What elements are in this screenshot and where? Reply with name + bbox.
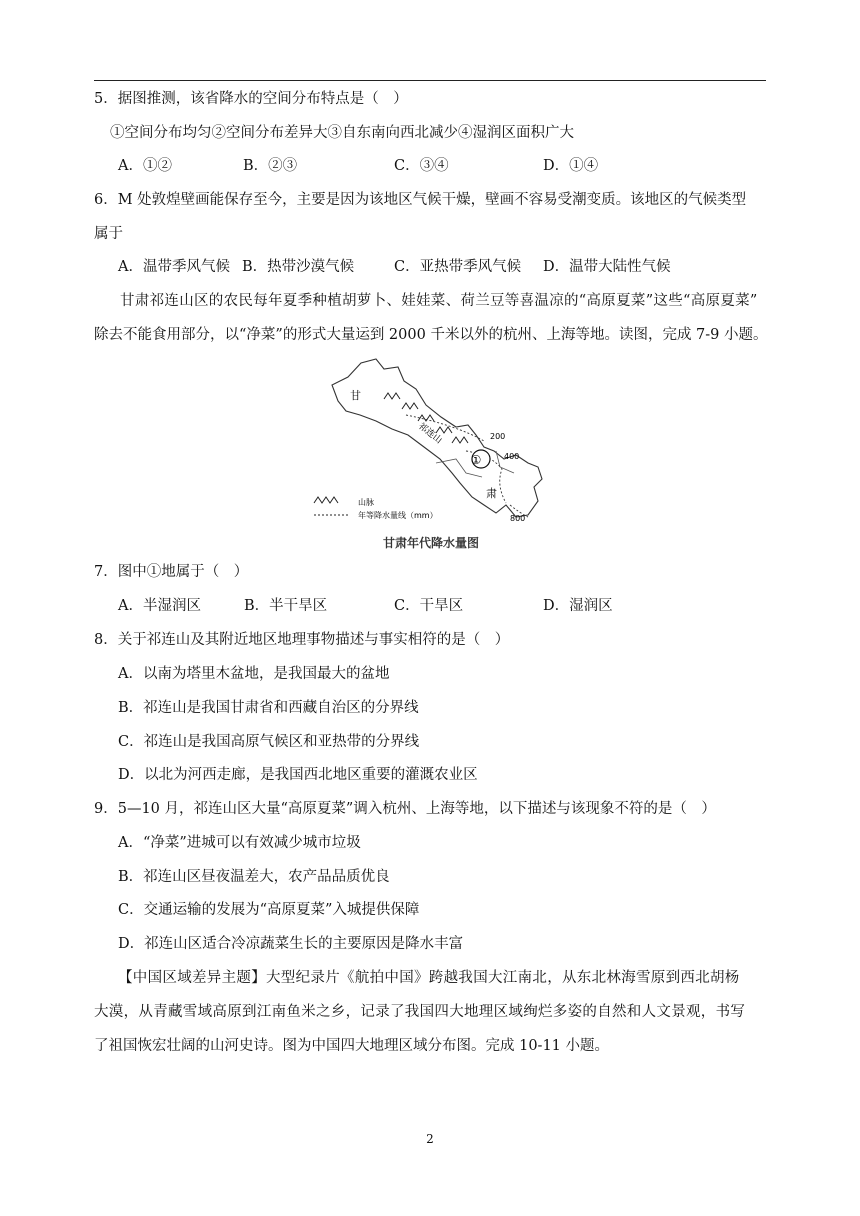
passage2-line1: 【中国区域差异主题】大型纪录片《航拍中国》跨越我国大江南北，从东北林海雪原到西北胡杨 [118, 970, 740, 986]
legend-mountain-label: 山脉 [358, 498, 374, 507]
q5-option-c: C．③④ [394, 158, 449, 174]
q7-stem: 7．图中①地属于（ ） [94, 564, 249, 580]
q7-option-a: A．半湿润区 [118, 598, 201, 614]
isoline-label-800: 800 [510, 514, 526, 523]
passage2-line2: 大漠，从青藏雪域高原到江南鱼米之乡，记录了我国四大地理区域绚烂多姿的自然和人文景观，书写 [94, 1004, 746, 1020]
gansu-precipitation-map [306, 355, 556, 555]
legend-isoline-label: 年等降水量线（mm） [358, 511, 438, 520]
passage1-line2: 除去不能食用部分，以“净菜”的形式大量运到 2000 千米以外的杭州、上海等地。读图，完成 7-9 小题。 [94, 327, 768, 343]
q7-option-c: C．干旱区 [394, 598, 464, 614]
q5-option-b: B．②③ [243, 158, 298, 174]
q5-option-d: D．①④ [543, 158, 599, 174]
q5-stem: 5．据图推测，该省降水的空间分布特点是（ ） [94, 91, 408, 107]
q9-option-d: D．祁连山区适合冷凉蔬菜生长的主要原因是降水丰富 [118, 936, 464, 952]
q8-stem: 8．关于祁连山及其附近地区地理事物描述与事实相符的是（ ） [94, 632, 510, 648]
q5-option-a: A．①② [118, 158, 172, 174]
q6-option-b: B．热带沙漠气候 [242, 259, 355, 275]
q6-options [118, 257, 768, 277]
q9-stem: 9．5—10 月，祁连山区大量“高原夏菜”调入杭州、上海等地，以下描述与该现象不符的是（ ） [94, 801, 716, 817]
q9-option-b: B．祁连山区昼夜温差大，农产品品质优良 [118, 869, 390, 885]
map-caption: 甘肃年代降水量图 [382, 536, 480, 550]
q8-option-d: D．以北为河西走廊，是我国西北地区重要的灌溉农业区 [118, 767, 478, 783]
q7-option-b: B．半干旱区 [244, 598, 328, 614]
q6-option-a: A．温带季风气候 [118, 259, 230, 275]
q6-option-c: C．亚热带季风气候 [394, 259, 522, 275]
q8-option-b: B．祁连山是我国甘肃省和西藏自治区的分界线 [118, 700, 419, 716]
legend [314, 497, 350, 515]
q6-option-d: D．温带大陆性气候 [543, 259, 671, 275]
passage2-line3: 了祖国恢宏壮阔的山河史诗。图为中国四大地理区域分布图。完成 10-11 小题。 [94, 1038, 610, 1054]
q8-option-c: C．祁连山是我国高原气候区和亚热带的分界线 [118, 734, 420, 750]
q9-option-c: C．交通运输的发展为“高原夏菜”入城提供保障 [118, 902, 420, 918]
q7-option-d: D．湿润区 [543, 598, 613, 614]
label-gan: 甘 [350, 389, 361, 402]
header-rule [94, 80, 766, 81]
isoline-label-400: 400 [504, 452, 520, 461]
label-su: 肃 [486, 487, 497, 500]
q7-options [118, 596, 768, 616]
q5-statements: ①空间分布均匀②空间分布差异大③自东南向西北减少④湿润区面积广大 [110, 125, 574, 141]
passage1-line1: 甘肃祁连山区的农民每年夏季种植胡萝卜、娃娃菜、荷兰豆等喜温凉的“高原夏菜”这些“高原夏菜” [120, 293, 758, 309]
isoline-label-200: 200 [490, 432, 506, 441]
q6-stem-line2: 属于 [94, 226, 123, 242]
mountain-label: 祁连山 [416, 421, 444, 446]
q8-option-a: A．以南为塔里木盆地，是我国最大的盆地 [118, 666, 390, 682]
page-number: 2 [426, 1132, 434, 1146]
marker-label: ① [470, 453, 482, 467]
q5-options [118, 156, 768, 176]
q9-option-a: A．“净菜”进城可以有效减少城市垃圾 [118, 835, 361, 851]
q6-stem-line1: 6．M 处敦煌壁画能保存至今，主要是因为该地区气候干燥，壁画不容易受潮变质。该地区的气候类型 [94, 192, 747, 208]
